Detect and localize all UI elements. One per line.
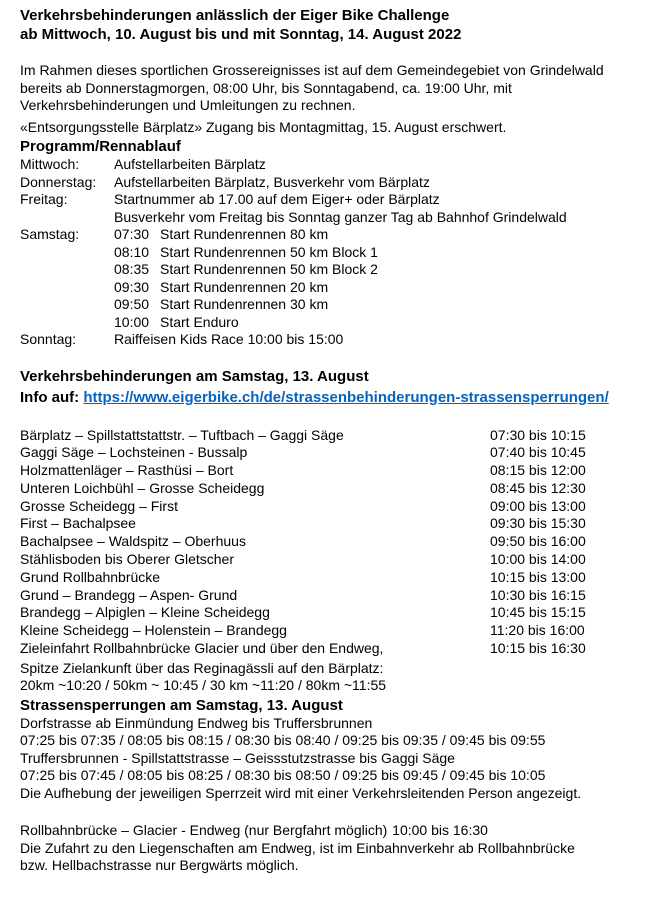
route-time: 10:30 bis 16:15 bbox=[490, 586, 586, 603]
finish-arrival-line: Spitze Zielankunft über das Reginagässli auf den Bärplatz: bbox=[20, 659, 384, 676]
route-time: 10:00 bis 14:00 bbox=[490, 551, 586, 568]
program-row-friday bbox=[20, 191, 660, 209]
closure-line: Dorfstrasse ab Einmündung Endweg bis Truffersbrunnen bbox=[20, 714, 373, 731]
route-row bbox=[20, 587, 660, 605]
start-time: 09:30 bbox=[114, 278, 150, 295]
program-text: Startnummer ab 17.00 auf dem Eiger+ oder Bärplatz bbox=[114, 191, 440, 207]
rollbahn-route: Rollbahnbrücke – Glacier - Endweg (nur Bergfahrt möglich) bbox=[20, 822, 388, 839]
route-row bbox=[20, 604, 660, 622]
route-name: Bachalpsee – Waldspitz – Oberhuus bbox=[20, 533, 246, 550]
rollbahn-time: 10:00 bis 16:30 bbox=[392, 822, 488, 839]
route-time: 09:50 bis 16:00 bbox=[490, 533, 586, 550]
program-row-saturday bbox=[20, 261, 660, 279]
route-row bbox=[20, 640, 660, 658]
info-label: Info auf: bbox=[20, 388, 80, 406]
start-text: Start Rundenrennen 30 km bbox=[160, 296, 329, 312]
route-time: 09:30 bis 15:30 bbox=[490, 515, 586, 532]
route-row bbox=[20, 427, 660, 445]
program-day: Sonntag: bbox=[20, 331, 77, 347]
access-note-line-2: bzw. Hellbachstrasse nur Bergwärts möglich. bbox=[20, 857, 299, 874]
program-heading: Programm/Rennablauf bbox=[20, 138, 181, 155]
closure-line: Truffersbrunnen - Spillstattstrasse – Geissstutzstrasse bis Gaggi Säge bbox=[20, 749, 455, 766]
access-note-line-1: Die Zufahrt zu den Liegenschaften am Endweg, ist im Einbahnverkehr ab Rollbahnbrücke bbox=[20, 839, 575, 856]
document-title-line-1: Verkehrsbehinderungen anlässlich der Eiger Bike Challenge bbox=[20, 7, 450, 24]
closure-line: 07:25 bis 07:45 / 08:05 bis 08:25 / 08:30 bis 08:50 / 09:25 bis 09:45 / 09:45 bis 10:05 bbox=[20, 767, 546, 784]
program-row-saturday bbox=[20, 226, 660, 244]
program-day: Mittwoch: bbox=[20, 156, 80, 172]
route-name: Stählisboden bis Oberer Gletscher bbox=[20, 551, 234, 568]
finish-times-line: 20km ~10:20 / 50km ~ 10:45 / 30 km ~11:20 / 80km ~11:55 bbox=[20, 677, 387, 694]
closures-heading: Strassensperrungen am Samstag, 13. August bbox=[20, 696, 343, 714]
start-time: 10:00 bbox=[114, 313, 150, 330]
program-row-sunday bbox=[20, 331, 660, 349]
start-time: 08:10 bbox=[114, 243, 150, 260]
closure-line: 07:25 bis 07:35 / 08:05 bis 08:15 / 08:30 bis 08:40 / 09:25 bis 09:35 / 09:45 bis 09:55 bbox=[20, 732, 546, 749]
route-time: 10:15 bis 13:00 bbox=[490, 568, 586, 585]
route-time: 11:20 bis 16:00 bbox=[490, 622, 585, 639]
route-name: Zieleinfahrt Rollbahnbrücke Glacier und über den Endweg, bbox=[20, 640, 384, 657]
rollbahn-line bbox=[20, 822, 660, 840]
program-row-saturday bbox=[20, 314, 660, 332]
intro-line-3: Verkehrsbehinderungen und Umleitungen zu rechnen. bbox=[20, 97, 356, 113]
route-time: 07:40 bis 10:45 bbox=[490, 444, 586, 461]
route-time: 10:45 bis 15:15 bbox=[490, 604, 586, 621]
route-name: Grosse Scheidegg – First bbox=[20, 497, 178, 514]
start-text: Start Enduro bbox=[160, 313, 239, 330]
document-page bbox=[20, 6, 660, 875]
route-name: Kleine Scheidegg – Holenstein – Brandegg bbox=[20, 622, 287, 639]
route-row bbox=[20, 569, 660, 587]
closure-line: Die Aufhebung der jeweiligen Sperrzeit wird mit einer Verkehrsleitenden Person angezeigt. bbox=[20, 784, 582, 801]
start-time: 08:35 bbox=[114, 261, 150, 277]
program-row-wednesday bbox=[20, 156, 660, 174]
program-day: Freitag: bbox=[20, 191, 68, 207]
route-name: Holzmattenläger – Rasthüsi – Bort bbox=[20, 462, 234, 479]
route-name: Gaggi Säge – Lochsteinen - Bussalp bbox=[20, 444, 248, 461]
program-text: Raiffeisen Kids Race 10:00 bis 15:00 bbox=[114, 331, 344, 347]
route-time: 07:30 bis 10:15 bbox=[490, 426, 586, 443]
program-row-saturday bbox=[20, 279, 660, 297]
document-title-line-2: ab Mittwoch, 10. August bis und mit Sonntag, 14. August 2022 bbox=[20, 26, 462, 43]
route-row bbox=[20, 480, 660, 498]
program-row-thursday bbox=[20, 174, 660, 192]
start-time: 07:30 bbox=[114, 226, 150, 242]
route-row bbox=[20, 498, 660, 516]
route-row bbox=[20, 551, 660, 569]
info-line bbox=[20, 388, 660, 407]
route-row bbox=[20, 515, 660, 533]
route-name: Unteren Loichbühl – Grosse Scheidegg bbox=[20, 479, 265, 496]
route-name: Grund Rollbahnbrücke bbox=[20, 568, 161, 585]
route-name: First – Bachalpsee bbox=[20, 515, 136, 532]
route-time: 09:00 bis 13:00 bbox=[490, 497, 586, 514]
route-time: 08:15 bis 12:00 bbox=[490, 462, 586, 479]
program-text: Aufstellarbeiten Bärplatz, Busverkehr vom Bärplatz bbox=[114, 173, 430, 190]
route-name: Grund – Brandegg – Aspen- Grund bbox=[20, 586, 238, 603]
start-time: 09:50 bbox=[114, 296, 150, 312]
info-link[interactable]: https://www.eigerbike.ch/de/strassenbehinderungen-strassensperrungen/ bbox=[83, 388, 609, 406]
start-text: Start Rundenrennen 50 km Block 2 bbox=[160, 261, 378, 277]
route-row bbox=[20, 444, 660, 462]
intro-line-1: Im Rahmen dieses sportlichen Grossereignisses ist auf dem Gemeindegebiet von Grindelwald bbox=[20, 62, 604, 78]
disposal-note: «Entsorgungsstelle Bärplatz» Zugang bis Montagmittag, 15. August erschwert. bbox=[20, 118, 507, 135]
program-row-friday-bus bbox=[20, 209, 660, 227]
route-name: Brandegg – Alpiglen – Kleine Scheidegg bbox=[20, 604, 270, 621]
program-text: Aufstellarbeiten Bärplatz bbox=[114, 156, 266, 172]
route-row bbox=[20, 462, 660, 480]
program-text: Busverkehr vom Freitag bis Sonntag ganzer Tag ab Bahnhof Grindelwald bbox=[114, 208, 567, 225]
route-time: 08:45 bis 12:30 bbox=[490, 479, 586, 496]
start-text: Start Rundenrennen 50 km Block 1 bbox=[160, 243, 378, 260]
start-text: Start Rundenrennen 20 km bbox=[160, 278, 329, 295]
route-row bbox=[20, 622, 660, 640]
traffic-heading: Verkehrsbehinderungen am Samstag, 13. August bbox=[20, 367, 369, 385]
intro-line-2: bereits ab Donnerstagmorgen, 08:00 Uhr, bis Sonntagabend, ca. 19:00 Uhr, mit bbox=[20, 79, 512, 96]
program-day: Donnerstag: bbox=[20, 173, 97, 190]
route-time: 10:15 bis 16:30 bbox=[490, 640, 586, 657]
program-row-saturday bbox=[20, 244, 660, 262]
route-name: Bärplatz – Spillstattstattstr. – Tuftbach – Gaggi Säge bbox=[20, 426, 344, 443]
route-row bbox=[20, 533, 660, 551]
program-row-saturday bbox=[20, 296, 660, 314]
start-text: Start Rundenrennen 80 km bbox=[160, 226, 329, 242]
program-day: Samstag: bbox=[20, 226, 80, 242]
